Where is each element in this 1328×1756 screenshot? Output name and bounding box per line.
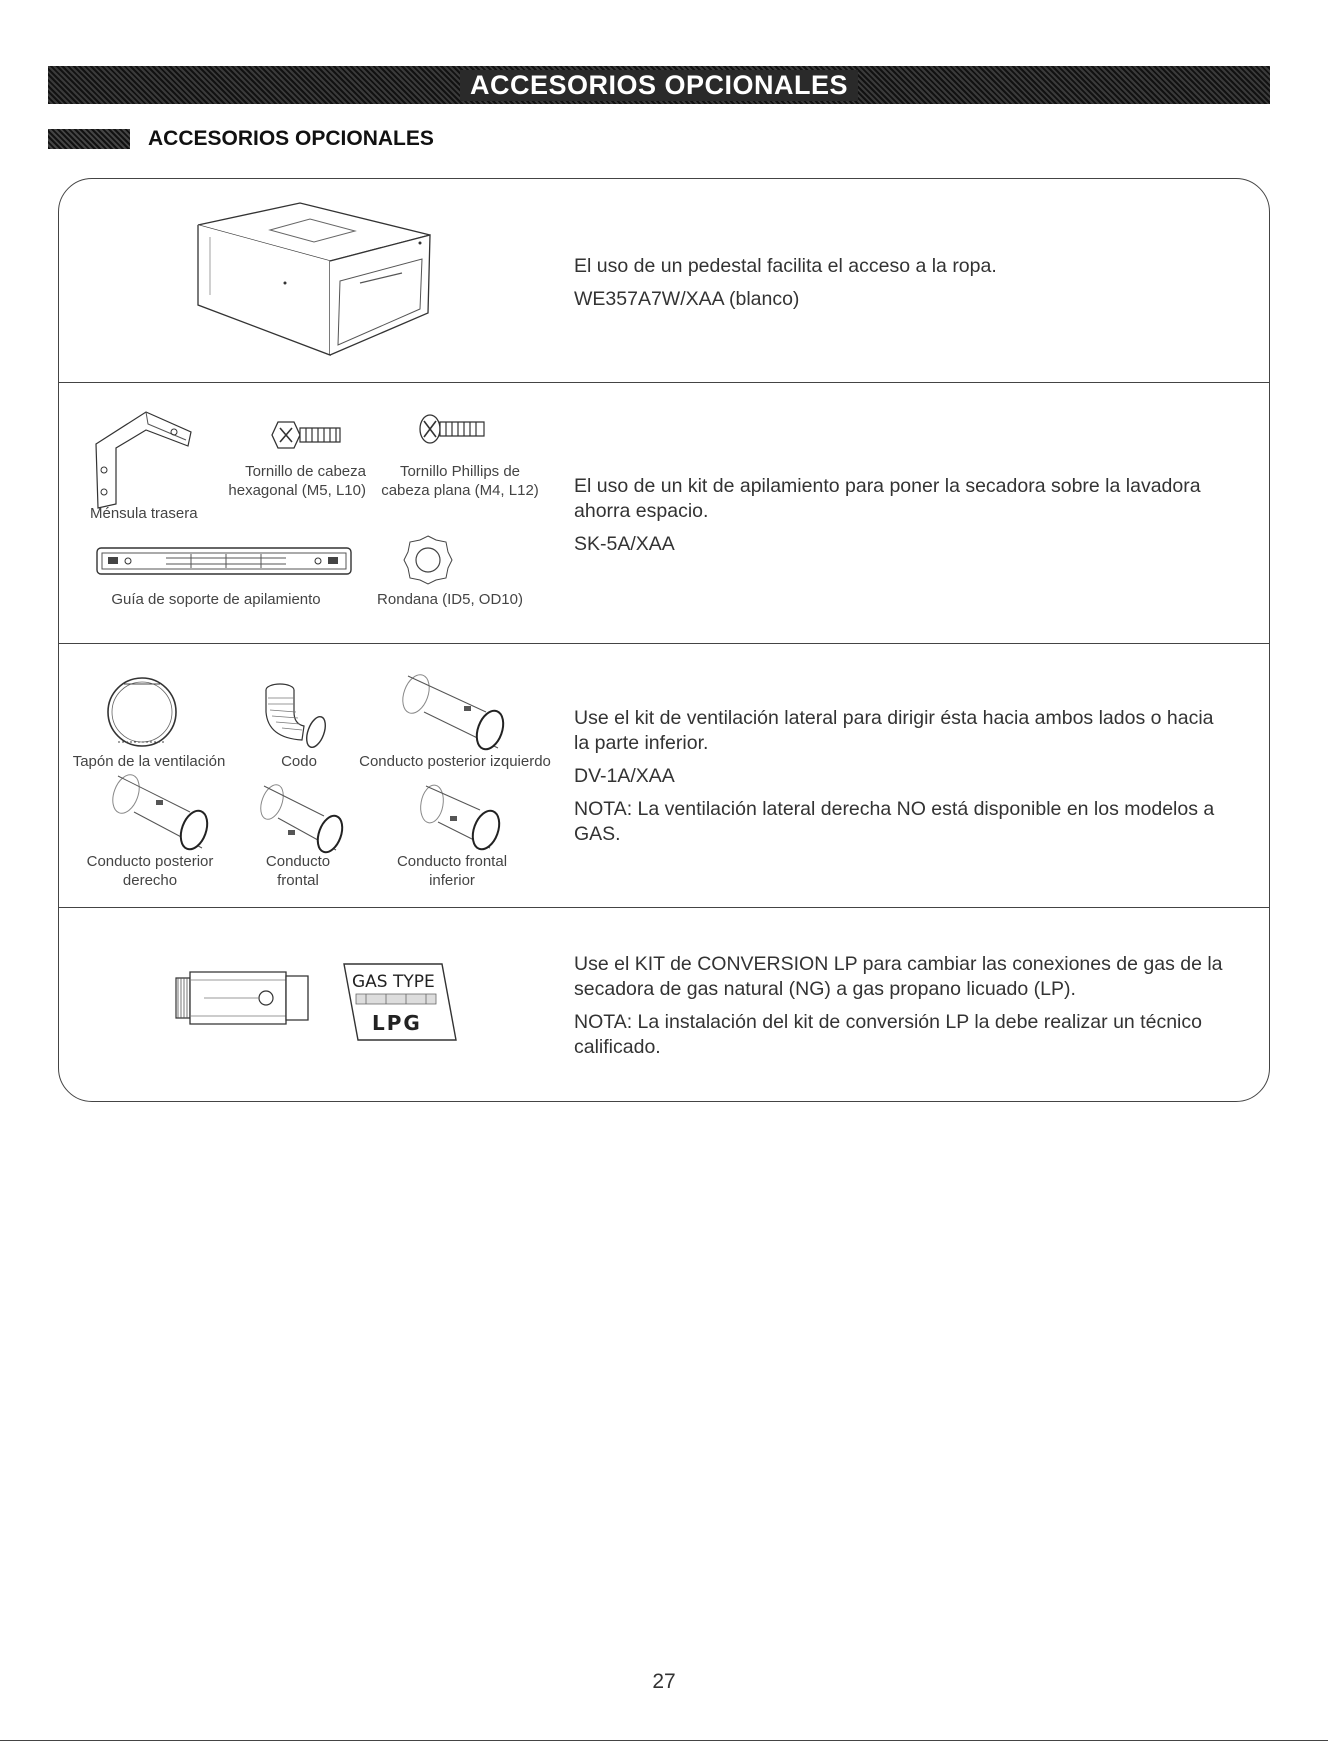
section-heading-bar [48, 129, 130, 149]
vent-cap-caption: Tapón de la ventilación [72, 753, 226, 770]
section-title: ACCESORIOS OPCIONALES [148, 127, 434, 150]
caption-line: Conducto posterior [86, 853, 214, 870]
caption-line: derecho [122, 872, 178, 889]
title-banner [48, 66, 1270, 104]
pedestal-illustration [190, 195, 450, 365]
hex-screw-icon [270, 418, 350, 452]
model-number: DV-1A/XAA [574, 765, 675, 787]
phillips-screw-caption [378, 462, 542, 500]
venting-kit-description [574, 706, 1234, 855]
gas-type-label-icon [342, 960, 458, 1044]
note-line: NOTA: La instalación del kit de conversión LP la debe realizar un técnico calificado. [574, 1011, 1202, 1058]
description-line: Use el KIT de CONVERSION LP para cambiar las conexiones de gas de la secadora de gas natural (NG) a gas propano licuado (LP). [574, 953, 1223, 1000]
description-line: Use el kit de ventilación lateral para dirigir ésta hacia ambos lados o hacia la parte inferior. [574, 707, 1214, 754]
model-number: SK-5A/XAA [574, 533, 675, 555]
vent-cap-icon [104, 672, 180, 752]
caption-line: Conducto [265, 853, 331, 870]
front-duct-caption [248, 852, 348, 890]
stacking-kit-description [574, 474, 1234, 565]
caption-line: Tornillo de cabeza [245, 463, 366, 480]
section-heading [48, 126, 434, 152]
lp-kit-description [574, 952, 1234, 1068]
washer-caption: Rondana (ID5, OD10) [377, 591, 523, 608]
washer-icon [402, 534, 454, 586]
row-divider [58, 907, 1270, 908]
description-line: El uso de un pedestal facilita el acceso a la ropa. [574, 255, 997, 277]
hex-screw-caption [224, 462, 366, 500]
description-line: El uso de un kit de apilamiento para poner la secadora sobre la lavadora ahorra espacio. [574, 475, 1201, 522]
pedestal-description [574, 254, 1234, 320]
rear-left-duct-caption: Conducto posterior izquierdo [359, 753, 551, 770]
caption-line: hexagonal (M5, L10) [228, 482, 366, 499]
banner-title: ACCESORIOS OPCIONALES [460, 70, 858, 101]
caption-line: frontal [277, 872, 319, 889]
lp-conversion-part-icon [174, 966, 312, 1030]
rear-left-duct-icon [394, 672, 514, 752]
rear-bracket-illustration [86, 404, 196, 512]
gas-type-text: GAS TYPE [352, 972, 435, 992]
bracket-caption: Ménsula trasera [90, 505, 198, 522]
front-bottom-duct-icon [410, 780, 506, 856]
bottom-rule [0, 1740, 1328, 1741]
caption-line: inferior [429, 872, 475, 889]
note-line: NOTA: La ventilación lateral derecha NO está disponible en los modelos a GAS. [574, 798, 1215, 845]
caption-line: Conducto frontal [396, 853, 508, 870]
page-number: 27 [652, 1670, 676, 1693]
front-duct-icon [252, 780, 348, 856]
caption-line: cabeza plana (M4, L12) [381, 482, 539, 499]
row-divider [58, 643, 1270, 644]
lpg-text: LPG [372, 1011, 422, 1035]
elbow-icon [258, 676, 338, 752]
row-divider [58, 382, 1270, 383]
rear-right-duct-caption [70, 852, 230, 890]
elbow-caption: Codo [281, 753, 317, 770]
stacking-guide-caption: Guía de soporte de apilamiento [111, 591, 321, 608]
rear-right-duct-icon [104, 770, 214, 852]
stacking-guide-illustration [96, 544, 352, 580]
caption-line: Tornillo Phillips de [399, 463, 521, 480]
model-number: WE357A7W/XAA (blanco) [574, 288, 800, 310]
phillips-screw-icon [418, 412, 498, 446]
front-bottom-duct-caption [372, 852, 532, 890]
